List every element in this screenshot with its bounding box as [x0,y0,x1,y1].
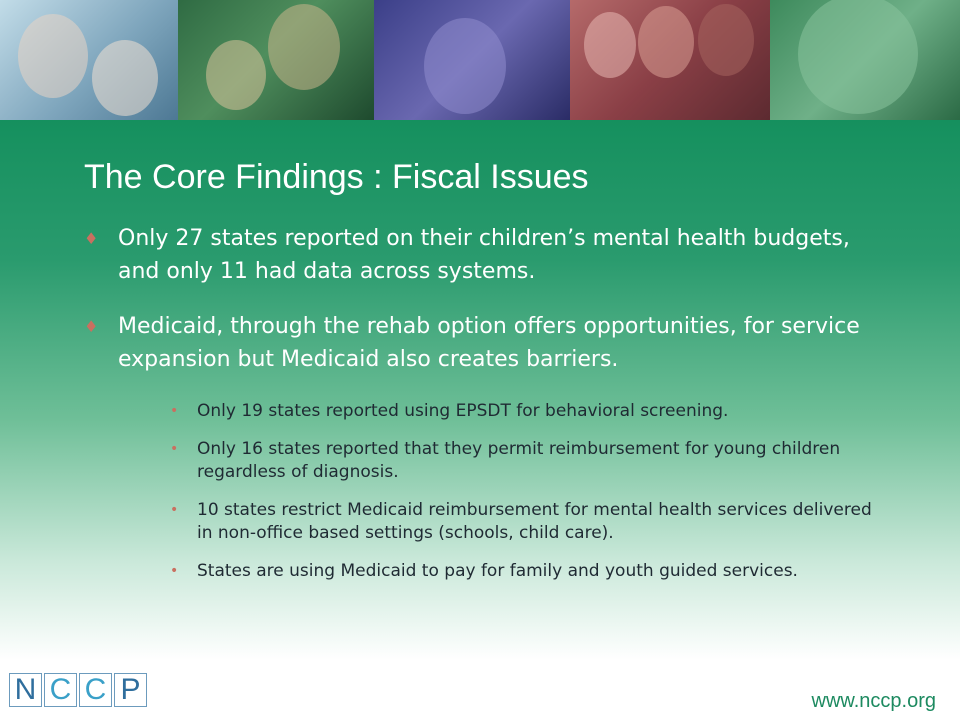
dot-bullet-icon: • [170,502,179,518]
main-bullet-item [84,222,884,288]
logo-letter: N [9,673,42,707]
sub-bullet-item [170,560,890,583]
photo-boy-profile [374,0,570,120]
sub-bullet-item [170,499,890,545]
dot-bullet-icon: • [170,563,179,579]
sub-bullet-list [170,400,890,598]
dot-bullet-icon: • [170,403,179,419]
photo-three-young-adults [570,0,770,120]
nccp-logo [9,673,147,707]
sub-bullet-text: 10 states restrict Medicaid reimbursement for mental health services delivered in non-office based settings (schools, child care). [197,500,872,543]
main-bullet-item [84,310,884,376]
photo-mother-and-child [0,0,178,120]
main-bullet-list [84,222,884,398]
footer-url-link[interactable]: www.nccp.org [811,690,936,712]
sub-bullet-text: States are using Medicaid to pay for family and youth guided services. [197,561,798,581]
logo-letter: C [79,673,112,707]
sub-bullet-item [170,400,890,423]
dot-bullet-icon: • [170,441,179,457]
sub-bullet-item [170,438,890,484]
sub-bullet-text: Only 19 states reported using EPSDT for behavioral screening. [197,401,729,421]
diamond-bullet-icon: ♦ [84,229,99,248]
photo-banner [0,0,960,120]
sub-bullet-text: Only 16 states reported that they permit reimbursement for young children regardless of diagnosis. [197,439,841,482]
photo-two-boys [178,0,374,120]
logo-letter: P [114,673,147,707]
main-bullet-text: Only 27 states reported on their children’s mental health budgets, and only 11 had data across systems. [118,226,850,284]
slide-title: The Core Findings : Fiscal Issues [84,158,589,196]
diamond-bullet-icon: ♦ [84,317,99,336]
main-bullet-text: Medicaid, through the rehab option offers opportunities, for service expansion but Medicaid also creates barriers. [118,314,860,372]
photo-toddler [770,0,960,120]
logo-letter: C [44,673,77,707]
